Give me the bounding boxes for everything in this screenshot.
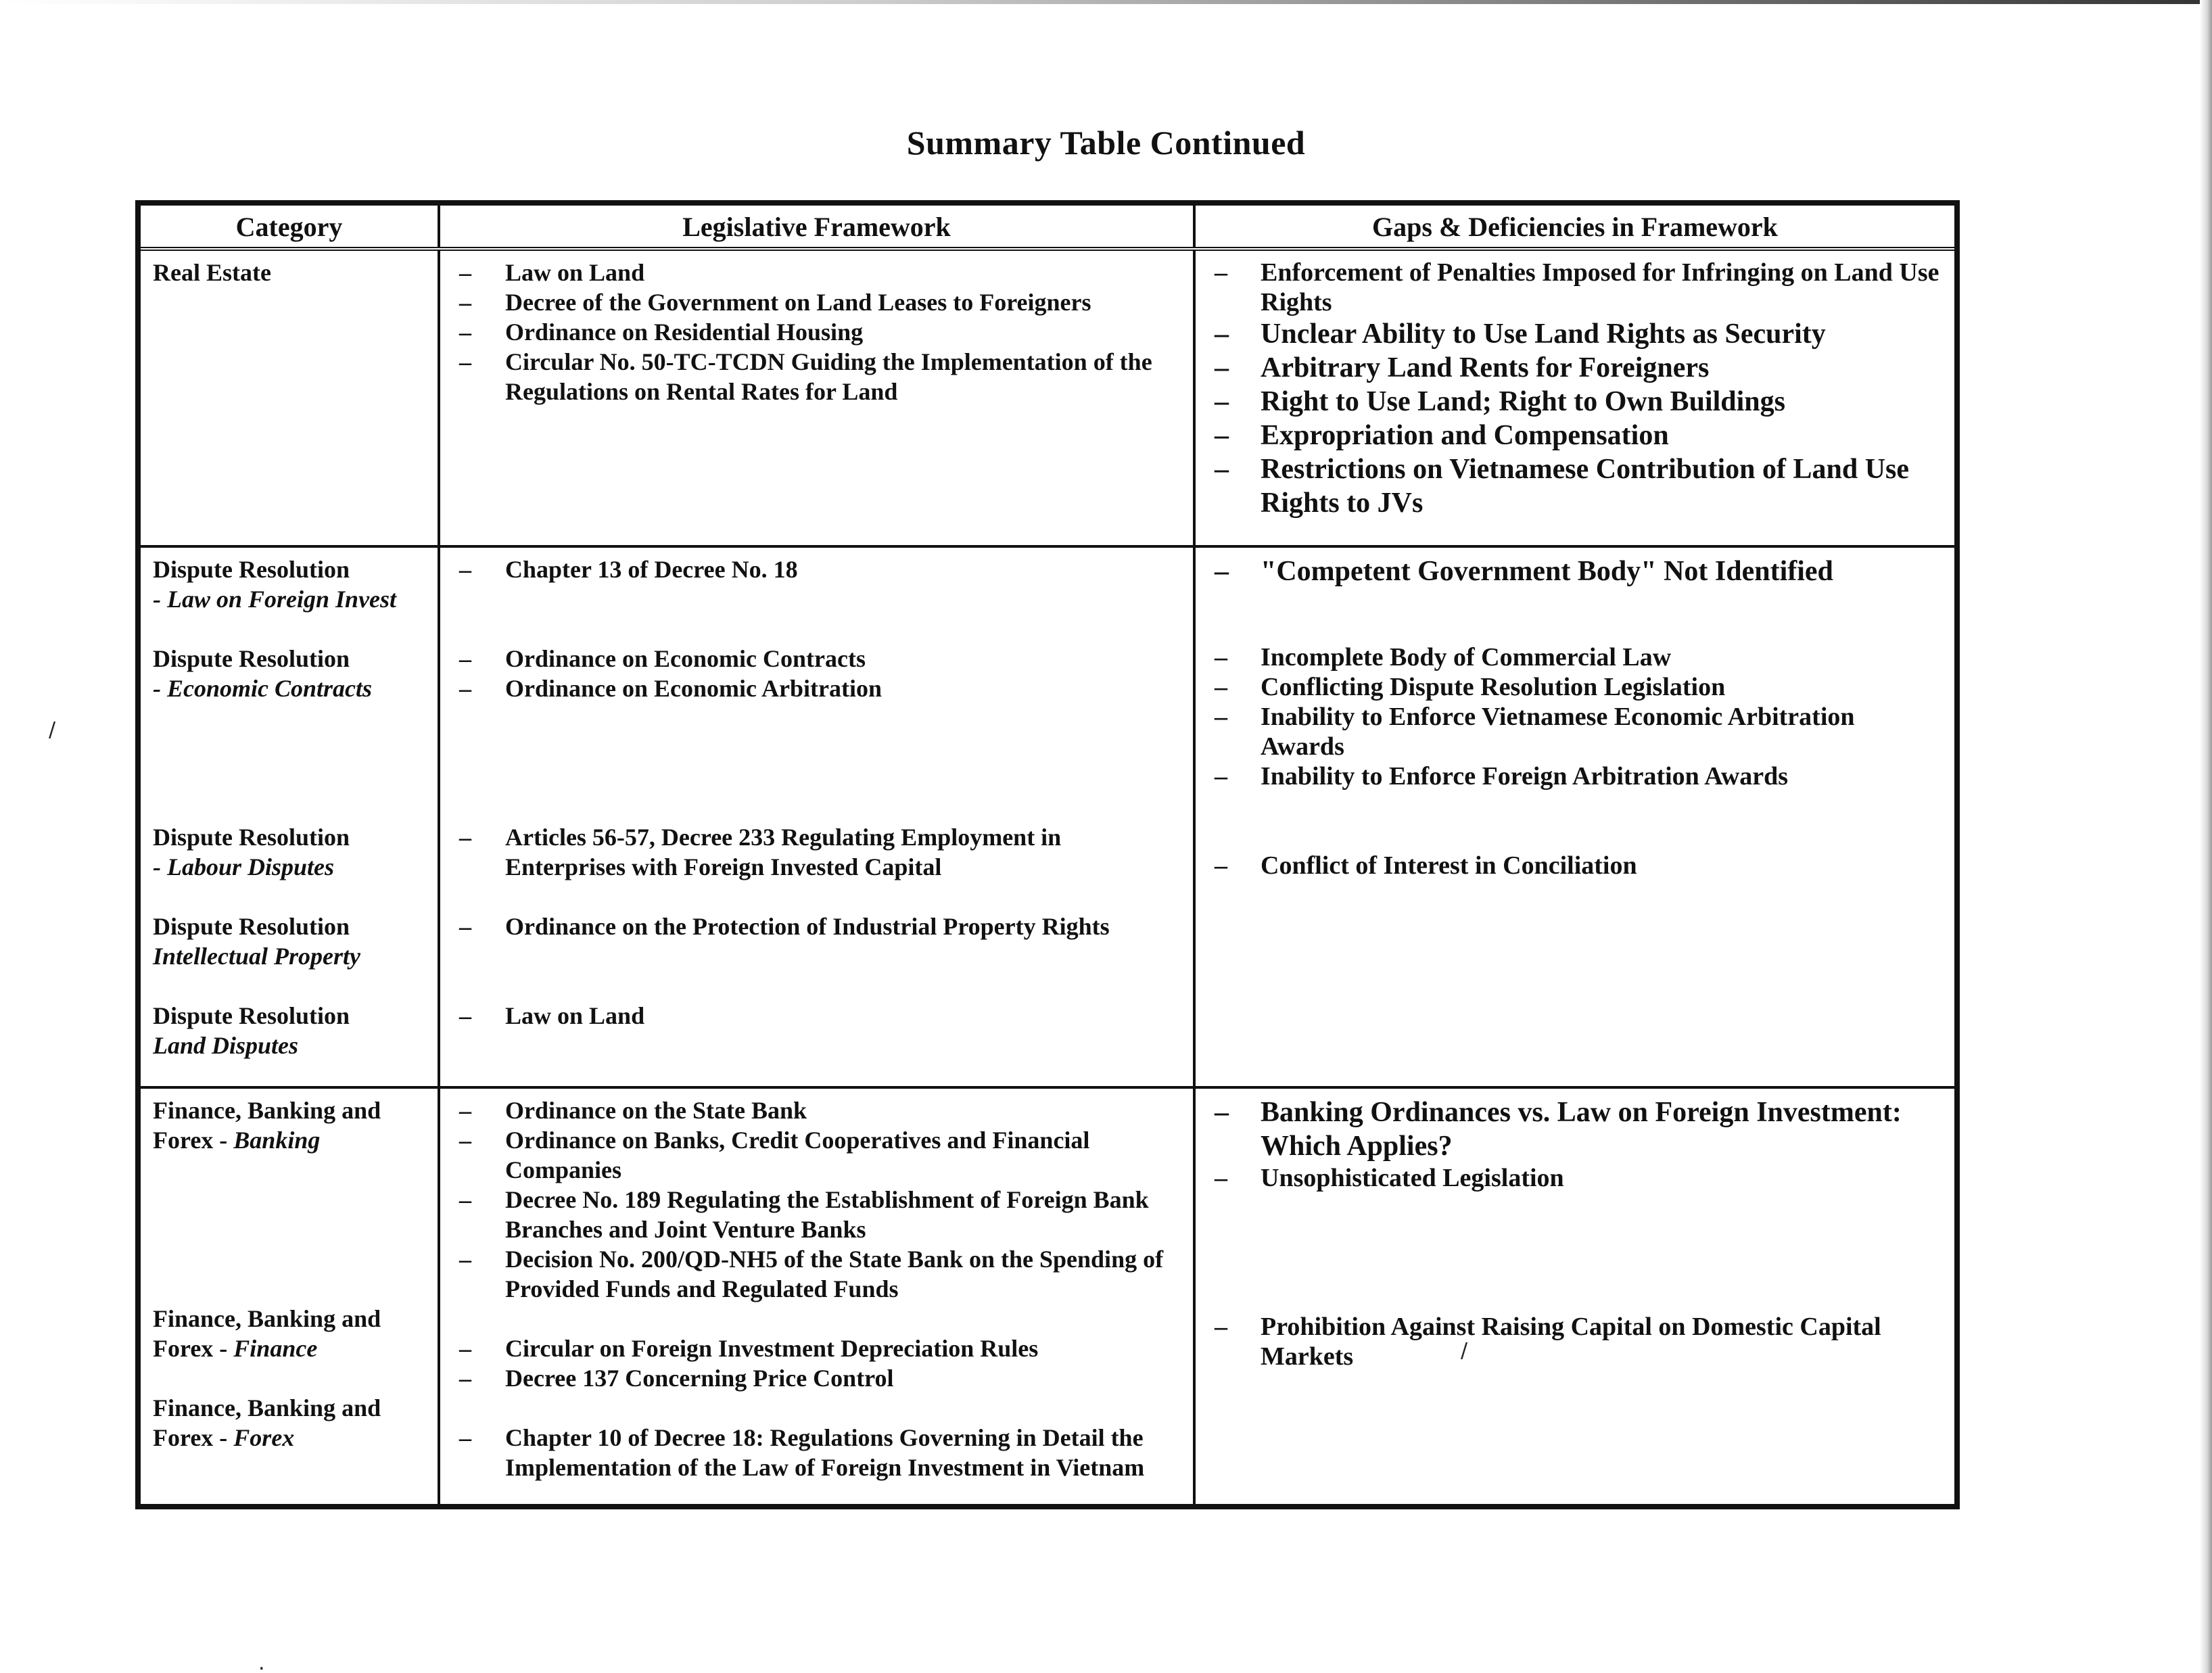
table-row-real-estate	[138, 249, 1957, 546]
list-item: – "Competent Government Body" Not Identified	[1208, 555, 1942, 588]
stray-tick-mark: /	[1461, 1339, 1468, 1363]
legislation-list	[452, 1334, 1181, 1393]
category-subname: - Law on Foreign Invest	[153, 586, 397, 613]
gaps-list	[1208, 1095, 1942, 1193]
list-item: – Ordinance on the Protection of Industrial Property Rights	[452, 912, 1181, 941]
column-header-legislative-framework: Legislative Framework	[439, 203, 1194, 249]
category-entry	[153, 644, 425, 703]
list-item: – Banking Ordinances vs. Law on Foreign Investment: Which Applies?	[1208, 1095, 1942, 1163]
category-subname	[153, 1334, 425, 1363]
category-entry	[153, 912, 425, 971]
column-header-category: Category	[138, 203, 439, 249]
list-item: – Right to Use Land; Right to Own Buildings	[1208, 385, 1942, 419]
list-item: – Conflicting Dispute Resolution Legislation	[1208, 672, 1942, 702]
gaps-list	[1208, 258, 1942, 520]
category-name: Real Estate	[153, 259, 271, 286]
list-item: – Ordinance on Banks, Credit Cooperatives and Financial Companies	[452, 1125, 1181, 1185]
page-title: Summary Table Continued	[906, 124, 1306, 162]
category-entry	[153, 555, 425, 614]
list-item: – Chapter 13 of Decree No. 18	[452, 555, 1181, 584]
scan-top-edge	[0, 0, 2212, 4]
category-name: Dispute Resolution	[153, 556, 350, 583]
table-row-finance-banking-forex	[138, 1087, 1957, 1507]
list-item: – Chapter 10 of Decree 18: Regulations Governing in Detail the Implementation of the Law of Foreign Investment in Vietnam	[452, 1423, 1181, 1482]
category-cell	[138, 249, 439, 546]
list-item: – Law on Land	[452, 258, 1181, 287]
category-suffix: Finance	[233, 1335, 318, 1362]
stray-dot-mark: .	[258, 1651, 265, 1673]
list-item: – Articles 56-57, Decree 233 Regulating Employment in Enterprises with Foreign Invested Capital	[452, 822, 1181, 882]
column-header-gaps: Gaps & Deficiencies in Framework	[1194, 203, 1957, 249]
category-prefix: Forex -	[153, 1127, 234, 1154]
legislation-cell	[439, 1087, 1194, 1507]
category-name: Dispute Resolution	[153, 645, 350, 672]
list-item: – Ordinance on Residential Housing	[452, 317, 1181, 347]
category-name: Dispute Resolution	[153, 1002, 350, 1029]
list-item: – Law on Land	[452, 1001, 1181, 1031]
legislation-list	[452, 1423, 1181, 1482]
list-item: – Ordinance on Economic Contracts	[452, 644, 1181, 674]
gaps-list	[1208, 555, 1942, 588]
list-item: – Decree No. 189 Regulating the Establishment of Foreign Bank Branches and Joint Venture Banks	[452, 1185, 1181, 1244]
category-subname: Intellectual Property	[153, 943, 360, 970]
stray-tick-mark: /	[49, 718, 56, 742]
category-entry	[153, 1393, 425, 1453]
list-item: – Circular on Foreign Investment Depreciation Rules	[452, 1334, 1181, 1363]
list-item: – Arbitrary Land Rents for Foreigners	[1208, 351, 1942, 385]
category-entry	[153, 1304, 425, 1363]
gaps-cell	[1194, 546, 1957, 1087]
gaps-cell	[1194, 1087, 1957, 1507]
category-entry	[153, 1095, 425, 1155]
category-subname	[153, 1125, 425, 1155]
list-item: – Inability to Enforce Vietnamese Economic Arbitration Awards	[1208, 702, 1942, 761]
list-item: – Incomplete Body of Commercial Law	[1208, 642, 1942, 672]
legislation-list	[452, 644, 1181, 703]
summary-table	[135, 200, 1960, 1509]
category-prefix: Forex -	[153, 1335, 234, 1362]
category-name: Finance, Banking and	[153, 1394, 381, 1421]
category-name: Dispute Resolution	[153, 913, 350, 940]
category-name: Finance, Banking and	[153, 1305, 381, 1332]
list-item: – Prohibition Against Raising Capital on Domestic Capital Markets	[1208, 1312, 1942, 1371]
list-item: – Ordinance on the State Bank	[452, 1095, 1181, 1125]
list-item: – Circular No. 50-TC-TCDN Guiding the Implementation of the Regulations on Rental Rates for Land	[452, 347, 1181, 406]
legislation-list	[452, 555, 1181, 584]
category-subname: - Labour Disputes	[153, 853, 335, 880]
list-item: – Decree 137 Concerning Price Control	[452, 1363, 1181, 1393]
list-item: – Unsophisticated Legislation	[1208, 1163, 1942, 1193]
category-subname	[153, 1423, 425, 1453]
list-item: – Unclear Ability to Use Land Rights as Security	[1208, 317, 1942, 351]
category-suffix: Forex	[233, 1424, 295, 1451]
list-item: – Decision No. 200/QD-NH5 of the State Bank on the Spending of Provided Funds and Regulated Funds	[452, 1244, 1181, 1304]
category-prefix: Forex -	[153, 1424, 234, 1451]
legislation-list	[452, 1001, 1181, 1031]
category-entry	[153, 258, 425, 287]
list-item: – Enforcement of Penalties Imposed for Infringing on Land Use Rights	[1208, 258, 1942, 317]
gaps-list	[1208, 642, 1942, 791]
category-subname: Land Disputes	[153, 1032, 299, 1059]
table-header-row	[138, 203, 1957, 249]
list-item: – Ordinance on Economic Arbitration	[452, 674, 1181, 703]
gaps-cell	[1194, 249, 1957, 546]
legislation-list	[452, 822, 1181, 882]
gaps-list	[1208, 851, 1942, 880]
legislation-list	[452, 258, 1181, 406]
legislation-cell	[439, 546, 1194, 1087]
list-item: – Expropriation and Compensation	[1208, 419, 1942, 452]
category-entry	[153, 1001, 425, 1060]
list-item: – Conflict of Interest in Conciliation	[1208, 851, 1942, 880]
category-cell	[138, 546, 439, 1087]
list-item: – Decree of the Government on Land Leases to Foreigners	[452, 287, 1181, 317]
category-subname: - Economic Contracts	[153, 675, 373, 702]
category-cell	[138, 1087, 439, 1507]
gaps-list	[1208, 1312, 1942, 1371]
category-suffix: Banking	[233, 1127, 321, 1154]
scan-right-edge	[2200, 0, 2212, 1673]
category-name: Dispute Resolution	[153, 824, 350, 851]
category-entry	[153, 822, 425, 882]
legislation-list	[452, 1095, 1181, 1304]
list-item: – Inability to Enforce Foreign Arbitration Awards	[1208, 761, 1942, 791]
list-item: – Restrictions on Vietnamese Contribution of Land Use Rights to JVs	[1208, 452, 1942, 520]
legislation-cell	[439, 249, 1194, 546]
table-row-dispute-resolution	[138, 546, 1957, 1087]
legislation-list	[452, 912, 1181, 941]
category-name: Finance, Banking and	[153, 1097, 381, 1124]
